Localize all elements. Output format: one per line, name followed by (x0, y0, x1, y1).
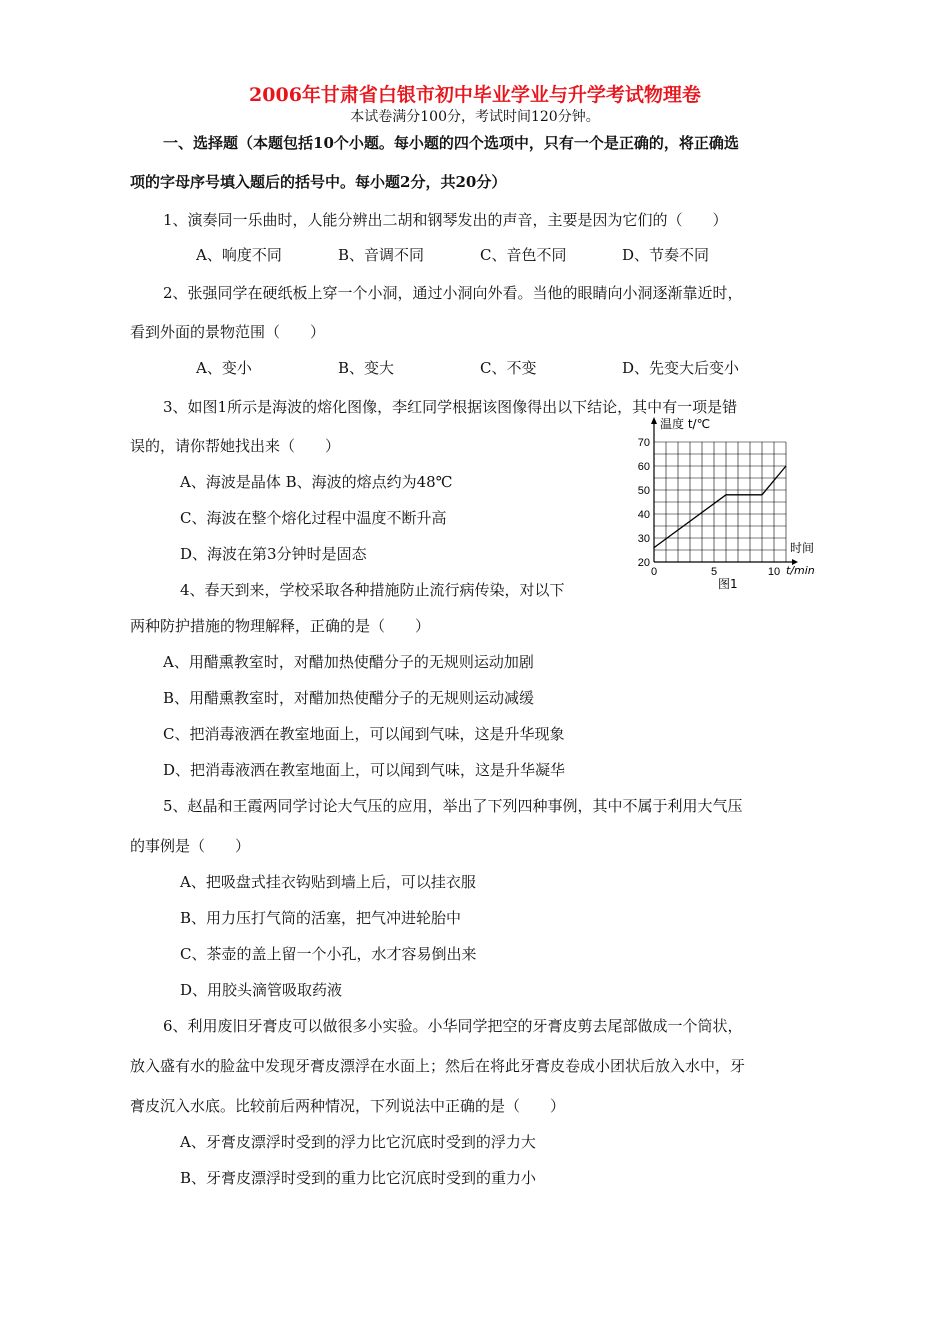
q6-stem-line2: 放入盛有水的脸盆中发现牙膏皮漂浮在水面上；然后在将此牙膏皮卷成小团状后放入水中，牙 (130, 1057, 746, 1075)
q1-option-a: A、响度不同 (196, 246, 282, 264)
q4-option-d: D、把消毒液洒在教室地面上，可以闻到气味，这是升华凝华 (163, 761, 566, 779)
q4-option-c: C、把消毒液洒在教室地面上，可以闻到气味，这是升华现象 (163, 725, 565, 743)
q5-stem-line1: 5、赵晶和王霞两同学讨论大气压的应用，举出了下列四种事例，其中不属于利用大气压 (163, 797, 743, 815)
q4-stem-line2: 两种防护措施的物理解释，正确的是（ ） (130, 617, 431, 635)
q2-option-c: C、不变 (480, 359, 537, 377)
q2-stem-line1: 2、张强同学在硬纸板上穿一个小洞，通过小洞向外看。当他的眼睛向小洞逐渐靠近时， (163, 284, 743, 302)
q5-option-c: C、茶壶的盖上留一个小孔，水才容易倒出来 (180, 945, 477, 963)
q3-option-d: D、海波在第3分钟时是固态 (180, 545, 367, 563)
q2-stem-line2: 看到外面的景物范围（ ） (130, 323, 326, 341)
q1-stem: 1、演奏同一乐曲时，人能分辨出二胡和钢琴发出的声音，主要是因为它们的（ ） (163, 211, 728, 229)
y-tick-label: 30 (637, 533, 650, 545)
q6-stem-line1: 6、利用废旧牙膏皮可以做很多小实验。小华同学把空的牙膏皮剪去尾部做成一个筒状， (163, 1017, 743, 1035)
q2-option-b: B、变大 (338, 359, 395, 377)
q5-option-a: A、把吸盘式挂衣钩贴到墙上后，可以挂衣服 (180, 873, 476, 891)
figure-caption: 图1 (718, 577, 738, 591)
x-tick-label: 5 (710, 566, 718, 578)
q4-option-a: A、用醋熏教室时，对醋加热使醋分子的无规则运动加剧 (163, 653, 534, 671)
y-axis-arrow (651, 417, 657, 424)
q6-option-b: B、牙膏皮漂浮时受到的重力比它沉底时受到的重力小 (180, 1169, 537, 1187)
figure-1-melting-chart (626, 412, 826, 592)
chart-grid (654, 442, 786, 562)
exam-subtitle: 本试卷满分100分，考试时间120分钟。 (350, 109, 600, 125)
q2-option-a: A、变小 (196, 359, 252, 377)
q3-option-ab: A、海波是晶体 B、海波的熔点约为48℃ (180, 473, 453, 491)
exam-title: 2006年甘肃省白银市初中毕业学业与升学考试物理卷 (249, 84, 701, 106)
q3-stem-line2: 误的，请你帮她找出来（ ） (130, 437, 341, 455)
q1-option-c: C、音色不同 (480, 246, 567, 264)
q4-stem-line1: 4、春天到来，学校采取各种措施防止流行病传染，对以下 (180, 581, 565, 599)
x-axis-label-bottom: t/min (786, 564, 815, 577)
y-tick-label: 70 (637, 437, 650, 449)
x-axis-label-top: 时间 (790, 541, 815, 555)
section-heading-line2: 项的字母序号填入题后的括号中。每小题2分，共20分） (130, 173, 507, 191)
y-tick-label: 60 (637, 461, 650, 473)
q6-option-a: A、牙膏皮漂浮时受到的浮力比它沉底时受到的浮力大 (180, 1133, 536, 1151)
section-heading-line1: 一、选择题（本题包括10个小题。每小题的四个选项中，只有一个是正确的，将正确选 (163, 134, 739, 152)
y-tick-label: 40 (637, 509, 650, 521)
q6-stem-line3: 膏皮沉入水底。比较前后两种情况，下列说法中正确的是（ ） (130, 1097, 566, 1115)
x-tick-label: 10 (767, 566, 781, 578)
y-tick-label: 50 (637, 485, 650, 497)
q5-option-b: B、用力压打气筒的活塞，把气冲进轮胎中 (180, 909, 462, 927)
q1-option-d: D、节奏不同 (622, 246, 710, 264)
q1-option-b: B、音调不同 (338, 246, 425, 264)
q4-option-b: B、用醋熏教室时，对醋加热使醋分子的无规则运动减缓 (163, 689, 535, 707)
q2-option-d: D、先变大后变小 (622, 359, 740, 377)
q3-option-c: C、海波在整个熔化过程中温度不断升高 (180, 509, 447, 527)
q5-stem-line2: 的事例是（ ） (130, 837, 251, 855)
x-tick-label: 0 (650, 566, 658, 578)
q3-stem-line1: 3、如图1所示是海波的熔化图像，李红同学根据该图像得出以下结论，其中有一项是错 (163, 398, 738, 416)
q5-option-d: D、用胶头滴管吸取药液 (180, 981, 343, 999)
y-axis-label: 温度 t/℃ (660, 417, 711, 431)
y-tick-label: 20 (637, 557, 650, 569)
